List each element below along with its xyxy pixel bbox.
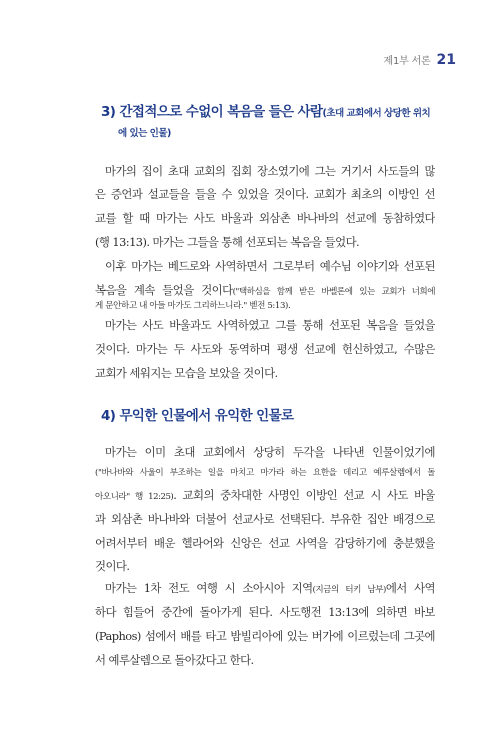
page-number: 21 bbox=[436, 52, 456, 68]
s4-p1-line-2: ("바나바와 사울이 부조하는 일을 마치고 마가라 하는 요한을 데리고 예루살렘에서 돌 bbox=[95, 468, 435, 478]
s3-p2-line-1: 이후 마가는 베드로와 사역하면서 그로부터 예수님 이야기와 선포된 bbox=[105, 259, 435, 273]
s3-p2-line-2-main: 복음을 계속 들었을 것이다 bbox=[95, 283, 233, 297]
s4-p1-scripture-note: 아오니라" 행 12:25) bbox=[95, 492, 174, 502]
section-3-heading bbox=[101, 100, 430, 120]
s3-p1-line-1: 마가의 집이 초대 교회의 집회 장소였기에 그는 거기서 사도들의 많 bbox=[105, 164, 435, 178]
s4-p1-line-3 bbox=[95, 487, 435, 503]
section-3-heading-main: 3) 간접적으로 수없이 복음을 들은 사람 bbox=[101, 104, 323, 120]
running-head-label: 제1부 서론 bbox=[383, 56, 431, 67]
s4-p2-location-note: (지금의 터키 남부) bbox=[312, 585, 386, 595]
section-4-heading: 4) 무익한 인물에서 유익한 인물로 bbox=[101, 408, 294, 424]
s3-p3-line-3: 교회가 세워지는 모습을 보았을 것이다. bbox=[95, 366, 278, 380]
s4-p1-line-4: 과 외삼촌 바나바와 더불어 선교사로 선택된다. 부유한 집안 배경으로 bbox=[95, 512, 435, 526]
s3-p2-scripture-note: ("택하심을 함께 받은 바벨론에 있는 교회가 너희에 bbox=[232, 287, 435, 297]
s3-p3-line-1: 마가는 사도 바울과도 사역하였고 그를 통해 선포된 복음을 들었을 bbox=[105, 318, 435, 332]
s3-p3-line-2: 것이다. 마가는 두 사도와 동역하며 평생 선교에 헌신하였고, 수많은 bbox=[95, 342, 435, 356]
s4-p2-line-1 bbox=[105, 580, 435, 596]
s4-p2-line-1-b: 에서 사역 bbox=[385, 581, 435, 595]
s4-p1-line-5: 어려서부터 배운 헬라어와 신앙은 선교 사역을 감당하기에 충분했을 bbox=[95, 536, 435, 550]
s3-p1-line-3: 교를 할 때 마가는 사도 바울과 외삼촌 바나바의 선교에 동참하였다 bbox=[95, 211, 435, 225]
s3-p1-line-4: (행 13:13). 마가는 그들을 통해 선포되는 복음을 들었다. bbox=[95, 235, 360, 249]
s4-p1-line-3-main: . 교회의 중차대한 사명인 이방인 선교 시 사도 바울 bbox=[173, 488, 435, 502]
section-3-heading-continuation: 에 있는 인물) bbox=[118, 128, 171, 139]
s4-p2-line-3: (Paphos) 섬에서 배를 타고 밤빌리아에 있는 버가에 이르렀는데 그곳에 bbox=[95, 629, 435, 643]
s3-p1-line-2: 은 증언과 설교들을 들을 수 있었을 것이다. 교회가 최초의 이방인 선 bbox=[95, 187, 435, 201]
s4-p1-line-1: 마가는 이미 초대 교회에서 상당히 두각을 나타낸 인물이었기에 bbox=[105, 445, 435, 459]
s3-p2-line-2 bbox=[95, 282, 435, 298]
s4-p2-line-4: 서 예루살렘으로 돌아갔다고 한다. bbox=[95, 653, 254, 667]
section-3-heading-note: (초대 교회에서 상당한 위치 bbox=[322, 108, 431, 119]
s4-p2-line-1-a: 마가는 1차 전도 여행 시 소아시아 지역 bbox=[105, 581, 313, 595]
running-head bbox=[384, 52, 456, 68]
s4-p1-line-6: 것이다. bbox=[95, 559, 130, 573]
s3-p2-line-3: 게 문안하고 내 아들 마가도 그리하느니라." 벧전 5:13). bbox=[95, 301, 291, 311]
s4-p2-line-2: 하다 힘들어 중간에 돌아가게 된다. 사도행전 13:13에 의하면 바보 bbox=[95, 605, 435, 619]
